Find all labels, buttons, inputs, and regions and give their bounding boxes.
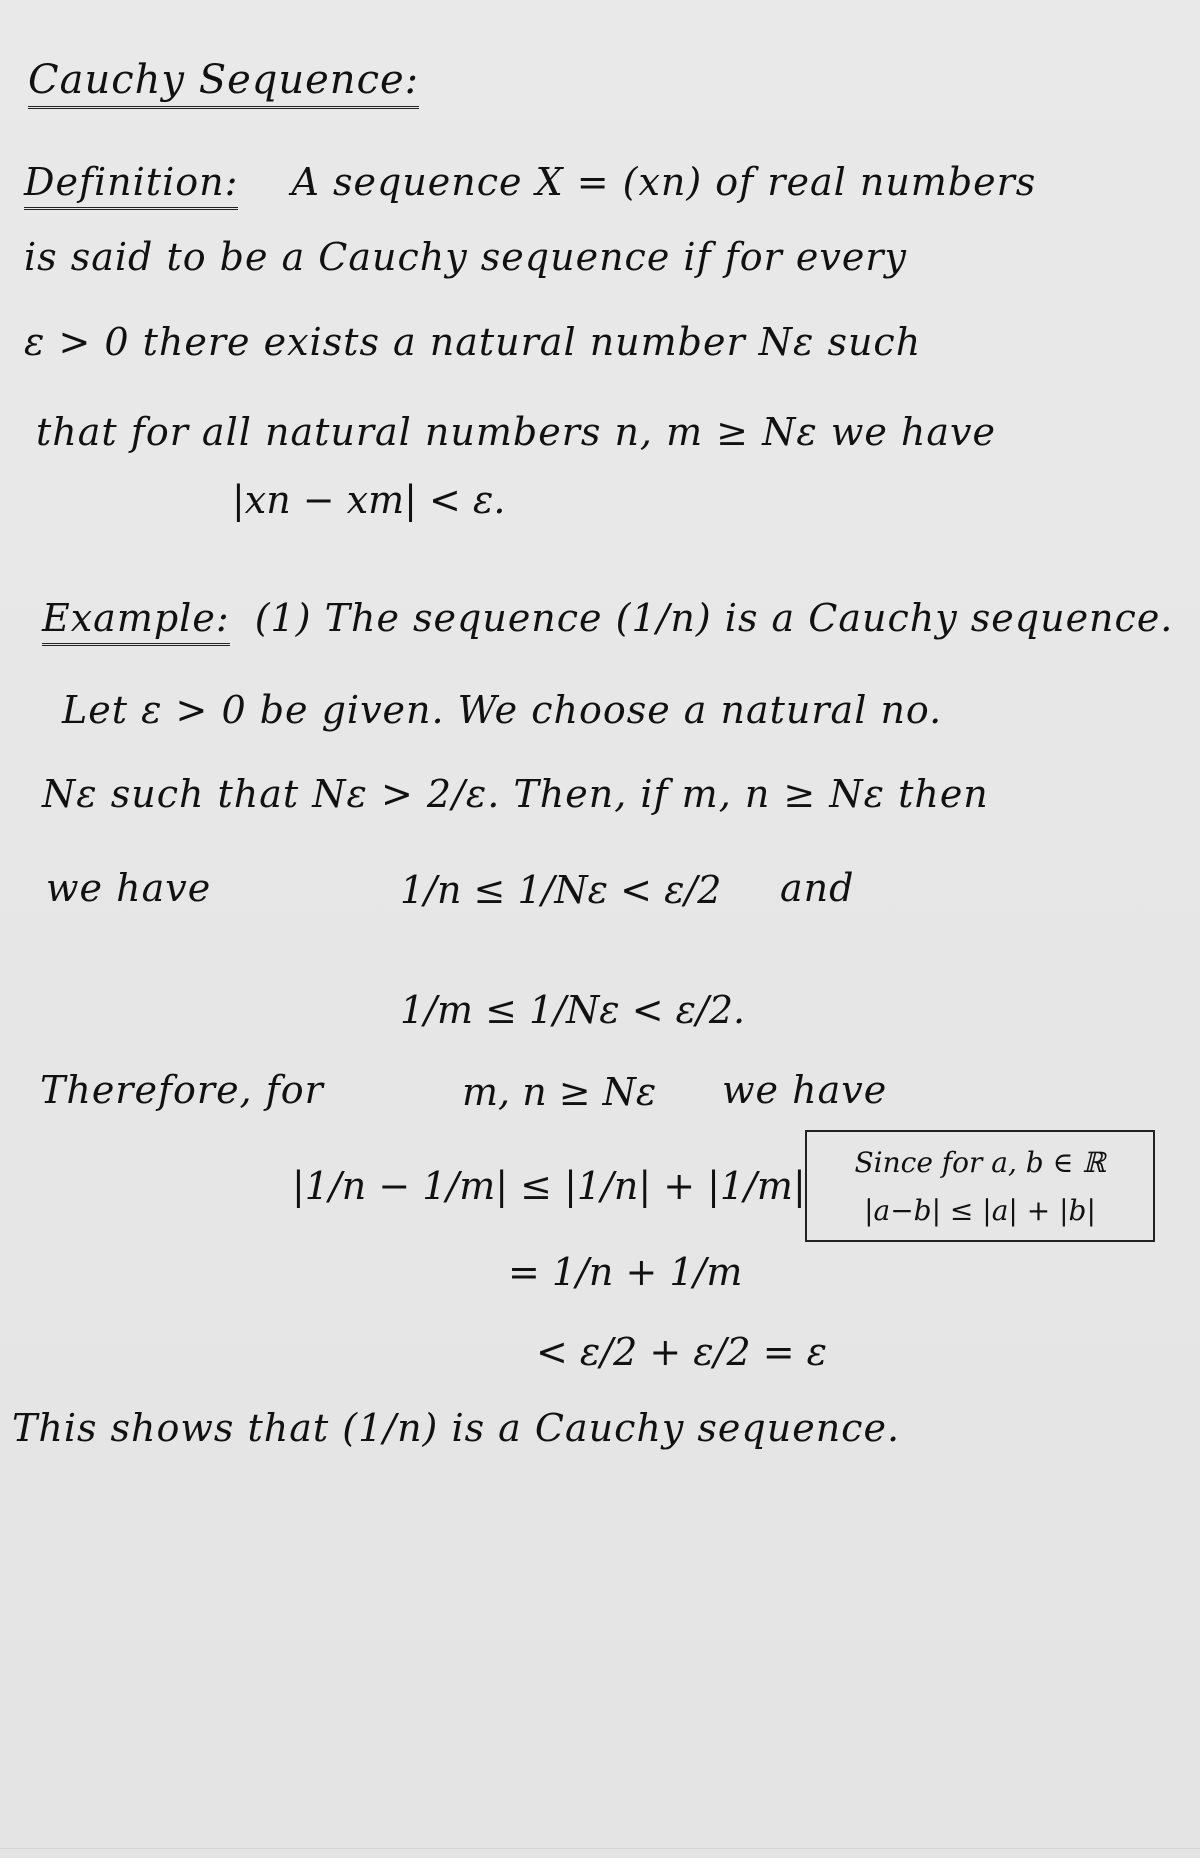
definition-label: Definition:: [24, 160, 238, 210]
side-note-box: [805, 1130, 1155, 1242]
proof-step-2: = 1/n + 1/m: [508, 1250, 743, 1294]
example-line-4-tail: and: [780, 866, 855, 910]
example-text-1: (1) The sequence (1/n) is a Cauchy sequence.: [254, 596, 1174, 640]
proof-step-1: |1/n − 1/m| ≤ |1/n| + |1/m|: [292, 1164, 806, 1208]
example-line-5-math: 1/m ≤ 1/Nε < ε/2.: [400, 988, 746, 1032]
definition-line-3: ε > 0 there exists a natural number Nε such: [24, 320, 922, 364]
example-line-1: [42, 598, 1173, 640]
definition-text-1: A sequence X = (xn) of real numbers: [291, 160, 1037, 204]
page-heading: [28, 58, 419, 102]
definition-inequality: |xn − xm| < ε.: [232, 478, 506, 522]
definition-line-1: [24, 162, 1036, 204]
side-note-line-2: |a−b| ≤ |a| + |b|: [864, 1194, 1096, 1227]
example-line-3: Nε such that Nε > 2/ε. Then, if m, n ≥ Nε then: [42, 772, 989, 816]
example-line-4-math: 1/n ≤ 1/Nε < ε/2: [400, 868, 722, 912]
example-line-6-tail: we have: [722, 1068, 888, 1112]
example-line-4-lead: we have: [46, 866, 212, 910]
definition-line-4: that for all natural numbers n, m ≥ Nε we have: [36, 410, 997, 454]
example-line-2: Let ε > 0 be given. We choose a natural no.: [62, 688, 943, 732]
definition-line-2: is said to be a Cauchy sequence if for every: [24, 235, 907, 279]
example-line-6-lead: Therefore, for: [40, 1068, 324, 1112]
side-note-line-1: Since for a, b ∈ ℝ: [854, 1146, 1106, 1179]
conclusion-line: This shows that (1/n) is a Cauchy sequence.: [12, 1406, 901, 1450]
example-label: Example:: [42, 596, 230, 646]
heading-text: Cauchy Sequence:: [28, 57, 419, 109]
page-bottom-edge: [0, 1848, 1200, 1849]
proof-step-3: < ε/2 + ε/2 = ε: [536, 1330, 828, 1374]
example-line-6-math: m, n ≥ Nε: [462, 1070, 657, 1114]
